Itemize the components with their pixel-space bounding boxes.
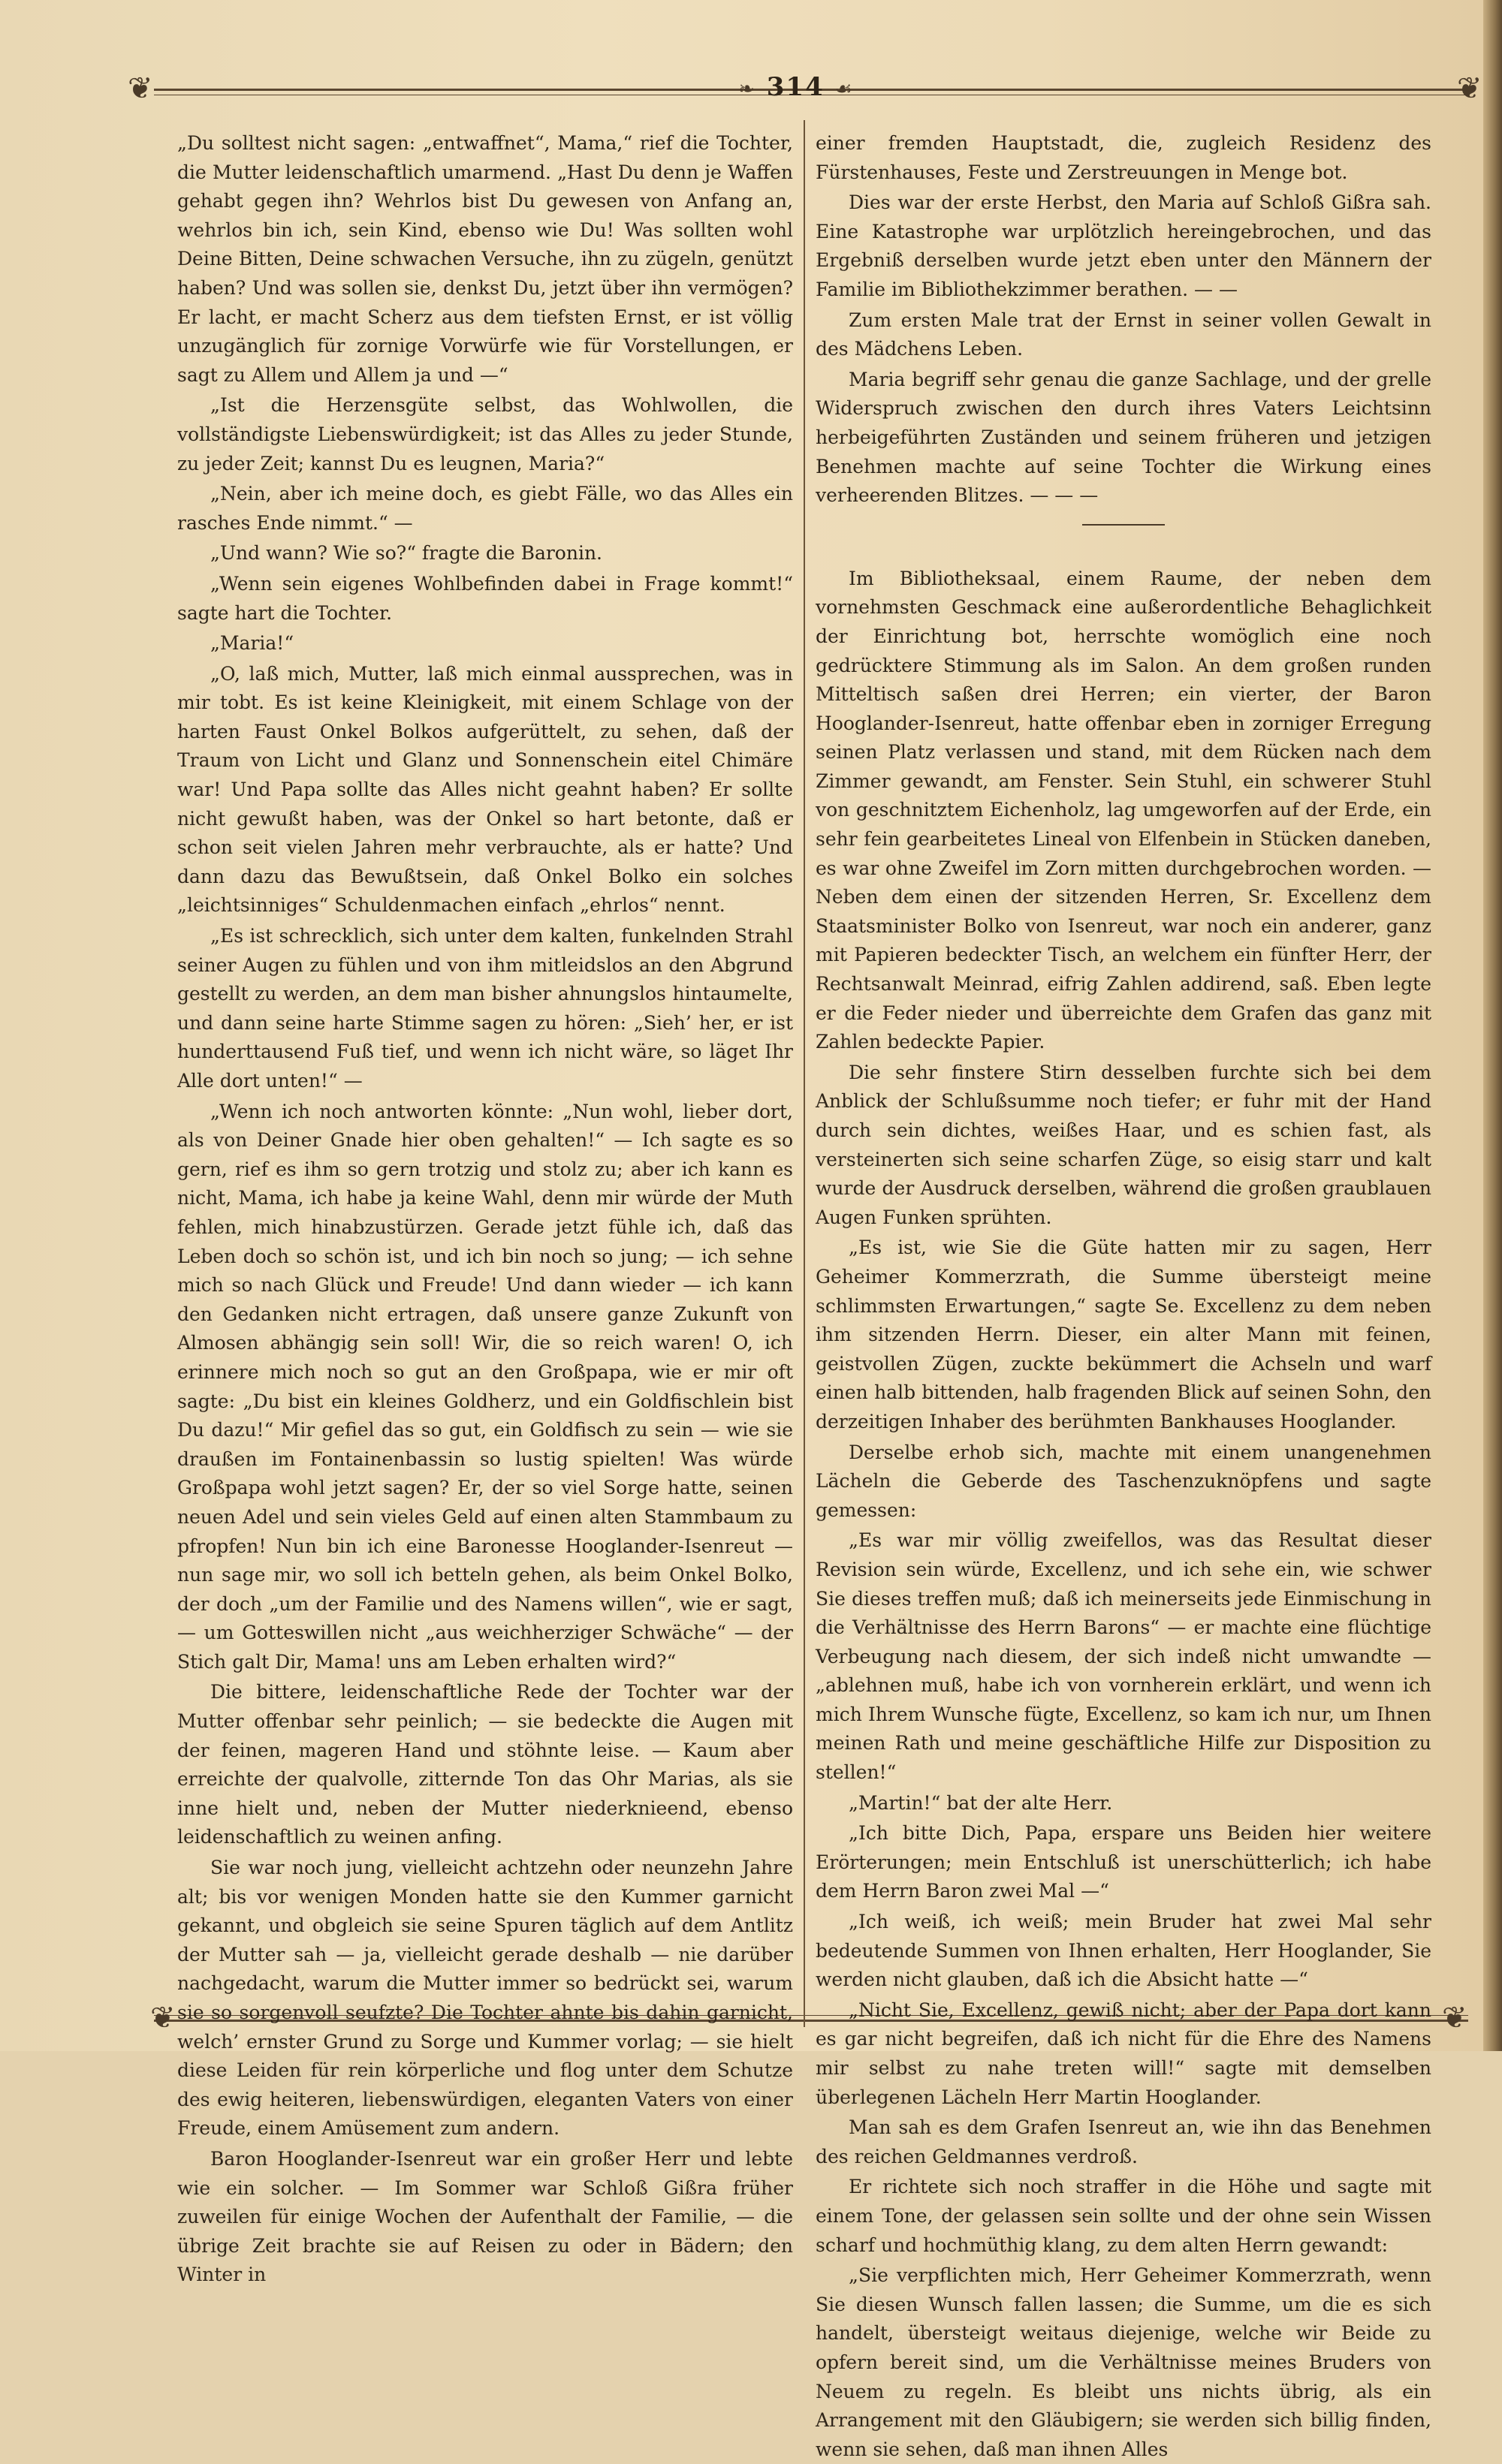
ornament-left-icon: ❧ <box>738 78 756 101</box>
paragraph: Derselbe erhob sich, machte mit einem unangenehmen Lächeln die Geberde des Taschenzuknöpfens und sagte gemessen: <box>816 1441 1431 1521</box>
page-number-text: 314 <box>766 72 825 102</box>
paragraph: „Und wann? Wie so?“ fragte die Baronin. <box>210 542 602 565</box>
paragraph: Dies war der erste Herbst, den Maria auf Schloß Gißra sah. Eine Katastrophe war urplötzlich hereingebrochen, und das Ergebniß derselben wurde jetzt eben unter den Männern der Familie im Bibliothekzimmer berathen. — — <box>816 191 1431 300</box>
paragraph: „Ist die Herzensgüte selbst, das Wohlwollen, die vollständigste Liebenswürdigkeit; ist das Alles zu jeder Stunde, zu jeder Zeit; kannst Du es leugnen, Maria?“ <box>177 394 793 474</box>
paragraph: Die sehr finstere Stirn desselben furchte sich bei dem Anblick der Schlußsumme noch tiefer; er fuhr mit der Hand durch sein dichtes, weißes Haar, und es schien fast, als versteinerten sich seine scharfen Züge, so eisig starr und kalt wurde der Ausdruck derselben, während die großen graublauen Augen Funken sprühten. <box>816 1061 1431 1228</box>
paragraph: „Es ist schrecklich, sich unter dem kalten, funkelnden Strahl seiner Augen zu fühlen und von ihm mitleidslos an den Abgrund gestellt zu werden, an dem man bisher ahnungslos hintaumelte, und dann seine harte Stimme sagen zu hören: „Sieh’ her, er ist hunderttausend Fuß tief, und wenn ich nicht wäre, so läget Ihr Alle dort unten!“ — <box>177 925 793 1092</box>
page-number <box>676 72 916 102</box>
corner-ornament-bottom-right: ❦ <box>1442 2001 1467 2035</box>
paragraph: „Ich weiß, ich weiß; mein Bruder hat zwei Mal sehr bedeutende Summen von Ihnen erhalten, Herr Hooglander, Sie werden nicht glauben, daß ich die Absicht hatte —“ <box>816 1911 1431 1991</box>
ornament-right-icon: ☙ <box>834 78 854 101</box>
paragraph: „Wenn sein eigenes Wohlbefinden dabei in Frage kommt!“ sagte hart die Tochter. <box>177 572 793 624</box>
paragraph: „Ich bitte Dich, Papa, erspare uns Beiden hier weitere Erörterungen; mein Entschluß ist unerschütterlich; ich habe dem Herrn Baron zwei Mal —“ <box>816 1822 1431 1902</box>
left-column <box>177 129 793 2286</box>
paragraph: Er richtete sich noch straffer in die Höhe und sagte mit einem Tone, der gelassen sein sollte und der ohne sein Wissen scharf und hochmüthig klang, zu dem alten Herrn gewandt: <box>816 2176 1431 2256</box>
page-edge <box>1483 0 1502 2051</box>
corner-ornament-top-left: ❦ <box>128 71 153 106</box>
paragraph: „Es ist, wie Sie die Güte hatten mir zu sagen, Herr Geheimer Kommerzrath, die Summe übersteigt meine schlimmsten Erwartungen,“ sagte Se. Excellenz zu dem neben ihm sitzenden Herrn. Dieser, ein alter Mann mit feinen, geistvollen Zügen, zuckte bekümmert die Achseln und warf einen halb bittenden, halb fragenden Blick auf seinen Sohn, den derzeitigen Inhaber des berühmten Bankhauses Hooglander. <box>816 1237 1431 1432</box>
paragraph: „Wenn ich noch antworten könnte: „Nun wohl, lieber dort, als von Deiner Gnade hier oben gehalten!“ — Ich sagte es so gern, rief es ihm so gern trotzig und stolz zu; aber ich kann es nicht, Mama, ich habe ja keine Wahl, denn mir würde der Muth fehlen, mich hinabzustürzen. Gerade jetzt fühle ich, daß das Leben doch so schön ist, und ich bin noch so jung; — ich sehne mich so nach Glück und Freude! Und dann wieder — ich kann den Gedanken nicht ertragen, daß unsere ganze Zukunft von Almosen abhängig sein soll! Wir, die so reich waren! O, ich erinnere mich noch so gut an den Großpapa, wie er mir oft sagte: „Du bist ein kleines Goldherz, und ein Goldfischlein bist Du dazu!“ Mir gefiel das so gut, ein Goldfisch zu sein — wie sie draußen im Fontainenbassin so lustig spielten! Was würde Großpapa wohl jetzt sagen? Er, der so viel Sorge hatte, seinen neuen Adel und sein vieles Geld auf einen alten Stammbaum zu pfropfen! Nun bin ich eine Baronesse Hooglander-Isenreut — nun sage mir, wo soll ich betteln gehen, als beim Onkel Bolko, der doch „um der Familie und des Namens willen“, wie er sagt, — um Gotteswillen nicht „aus weichherziger Schwäche“ — der Stich galt Dir, Mama! uns am Leben erhalten wird?“ <box>177 1100 793 1673</box>
paragraph: Man sah es dem Grafen Isenreut an, wie ihn das Benehmen des reichen Geldmannes verdroß. <box>816 2116 1431 2167</box>
paragraph: Die bittere, leidenschaftliche Rede der Tochter war der Mutter offenbar sehr peinlich; — sie bedeckte die Augen mit der feinen, mageren Hand und stöhnte leise. — Kaum aber erreichte der qualvolle, zitternde Ton das Ohr Marias, als sie inne hielt und, neben der Mutter niederknieend, ebenso leidenschaftlich zu weinen anfing. <box>177 1681 793 1848</box>
corner-ornament-top-right: ❦ <box>1457 71 1482 106</box>
column-divider <box>804 120 805 2027</box>
paragraph: Baron Hooglander-Isenreut war ein großer Herr und lebte wie ein solcher. — Im Sommer war Schloß Gißra früher zuweilen für einige Wochen der Aufenthalt der Familie, — die übrige Zeit brachte sie auf Reisen zu oder in Bädern; den Winter in <box>177 2147 793 2286</box>
paragraph: Im Bibliotheksaal, einem Raume, der neben dem vornehmsten Geschmack eine außerordentliche Behaglichkeit der Einrichtung bot, herrschte womöglich eine noch gedrücktere Stimmung als im Salon. An dem großen runden Mitteltisch saßen drei Herren; ein vierter, der Baron Hooglander-Isenreut, hatte offenbar eben in zorniger Erregung seinen Platz verlassen und stand, mit dem Rücken nach dem Zimmer gewandt, am Fenster. Sein Stuhl, ein schwerer Stuhl von geschnitztem Eichenholz, lag umgeworfen auf der Erde, ein sehr fein gearbeitetes Lineal von Elfenbein in Stücken daneben, es war ohne Zweifel im Zorn mitten durchgebrochen worden. — Neben dem einen der sitzenden Herren, Sr. Excellenz dem Staatsminister Bolko von Isenreut, war noch ein anderer, ganz mit Papieren bedeckter Tisch, an welchem ein fünfter Herr, der Rechtsanwalt Meinrad, eifrig Zahlen addirend, saß. Eben legte er die Feder nieder und überreichte dem Grafen das ganz mit Zahlen bedeckte Papier. <box>816 567 1431 1053</box>
right-column <box>816 129 1431 2460</box>
paragraph: „O, laß mich, Mutter, laß mich einmal aussprechen, was in mir tobt. Es ist keine Kleinigkeit, mit einem Schlage von der harten Faust Onkel Bolkos aufgerüttelt, zu sehen, daß der Traum von Licht und Glanz und Sonnenschein eitel Chimäre war! Und Papa sollte das Alles nicht geahnt haben? Er sollte nicht gewußt haben, was der Onkel so hart betonte, daß er schon seit vielen Jahren mehr verbrauchte, als er hatte? Und dann dazu das Bewußtsein, daß Onkel Bolko ein solches „leichtsinniges“ Schuldenmachen einfach „ehrlos“ nennt. <box>177 662 793 917</box>
paragraph: Sie war noch jung, vielleicht achtzehn oder neunzehn Jahre alt; bis vor wenigen Monden hatte sie den Kummer garnicht gekannt, und obgleich sie seine Spuren täglich auf dem Antlitz der Mutter sah — ja, vielleicht gerade deshalb — nie darüber nachgedacht, warum die Mutter immer so bedrückt sei, warum sie so sorgenvoll seufzte? Die Tochter ahnte bis dahin garnicht, welch’ ernster Grund zu Sorge und Kummer vorlag; — sie hielt diese Leiden für rein körperliche und flog unter dem Schutze des ewig heiteren, liebenswürdigen, eleganten Vaters von einer Freude, einem Amüsement zum andern. <box>177 1857 793 2140</box>
paragraph: „Martin!“ bat der alte Herr. <box>849 1791 1113 1814</box>
paragraph: „Es war mir völlig zweifellos, was das Resultat dieser Revision sein würde, Excellenz, und ich sehe ein, wie schwer Sie dieses treffen muß; daß ich meinerseits jede Einmischung in die Verhältnisse des Herrn Barons“ — er machte eine flüchtige Verbeugung nach diesem, der sich indeß nicht umwandte — „ablehnen muß, habe ich von vornherein erklärt, und wenn ich mich Ihrem Wunsche fügte, Excellenz, so kam ich nur, um Ihnen meinen Rath und meine geschäftliche Hilfe zur Disposition zu stellen!“ <box>816 1529 1431 1784</box>
paragraph: Zum ersten Male trat der Ernst in seiner vollen Gewalt in des Mädchens Leben. <box>816 309 1431 360</box>
section-divider <box>1082 524 1165 526</box>
paragraph: „Nicht Sie, Excellenz, gewiß nicht; aber der Papa dort kann es gar nicht begreifen, daß ich nicht für die Ehre des Namens mir selbst zu nahe treten will!“ sagte mit demselben überlegenen Lächeln Herr Martin Hooglander. <box>816 1999 1431 2108</box>
paragraph: „Nein, aber ich meine doch, es giebt Fälle, wo das Alles ein rasches Ende nimmt.“ — <box>177 483 793 534</box>
corner-ornament-bottom-left: ❦ <box>150 2001 176 2035</box>
paragraph: „Du solltest nicht sagen: „entwaffnet“, Mama,“ rief die Tochter, die Mutter leidenschaftlich umarmend. „Hast Du denn je Waffen gehabt gegen ihn? Wehrlos bist Du gewesen von Anfang an, wehrlos bin ich, sein Kind, ebenso wie Du! Was sollten wohl Deine Bitten, Deine schwachen Versuche, ihn zu zügeln, genützt haben? Und was sollen sie, denkst Du, jetzt über ihn vermögen? Er lacht, er macht Scherz aus dem tiefsten Ernst, er ist völlig unzugänglich für zornige Vorwürfe wie für Vorstellungen, er sagt zu Allem und Allem ja und —“ <box>177 132 793 386</box>
paragraph: einer fremden Hauptstadt, die, zugleich Residenz des Fürstenhauses, Feste und Zerstreuungen in Menge bot. <box>816 132 1431 183</box>
paragraph: „Sie verpflichten mich, Herr Geheimer Kommerzrath, wenn Sie diesen Wunsch fallen lassen; die Summe, um die es sich handelt, übersteigt weitaus diejenige, welche wir Beide zu opfern bereit sind, um die Verhältnisse meines Bruders von Neuem zu regeln. Es bleibt uns nichts übrig, als ein Arrangement mit den Gläubigern; sie werden sich billig finden, wenn sie sehen, daß man ihnen Alles <box>816 2264 1431 2460</box>
paragraph: „Maria!“ <box>210 632 294 655</box>
paragraph: Maria begriff sehr genau die ganze Sachlage, und der grelle Widerspruch zwischen den durch ihres Vaters Leichtsinn herbeigeführten Zuständen und seinem früheren und jetzigen Benehmen machte auf seine Tochter die Wirkung eines verheerenden Blitzes. — — — <box>816 368 1431 507</box>
